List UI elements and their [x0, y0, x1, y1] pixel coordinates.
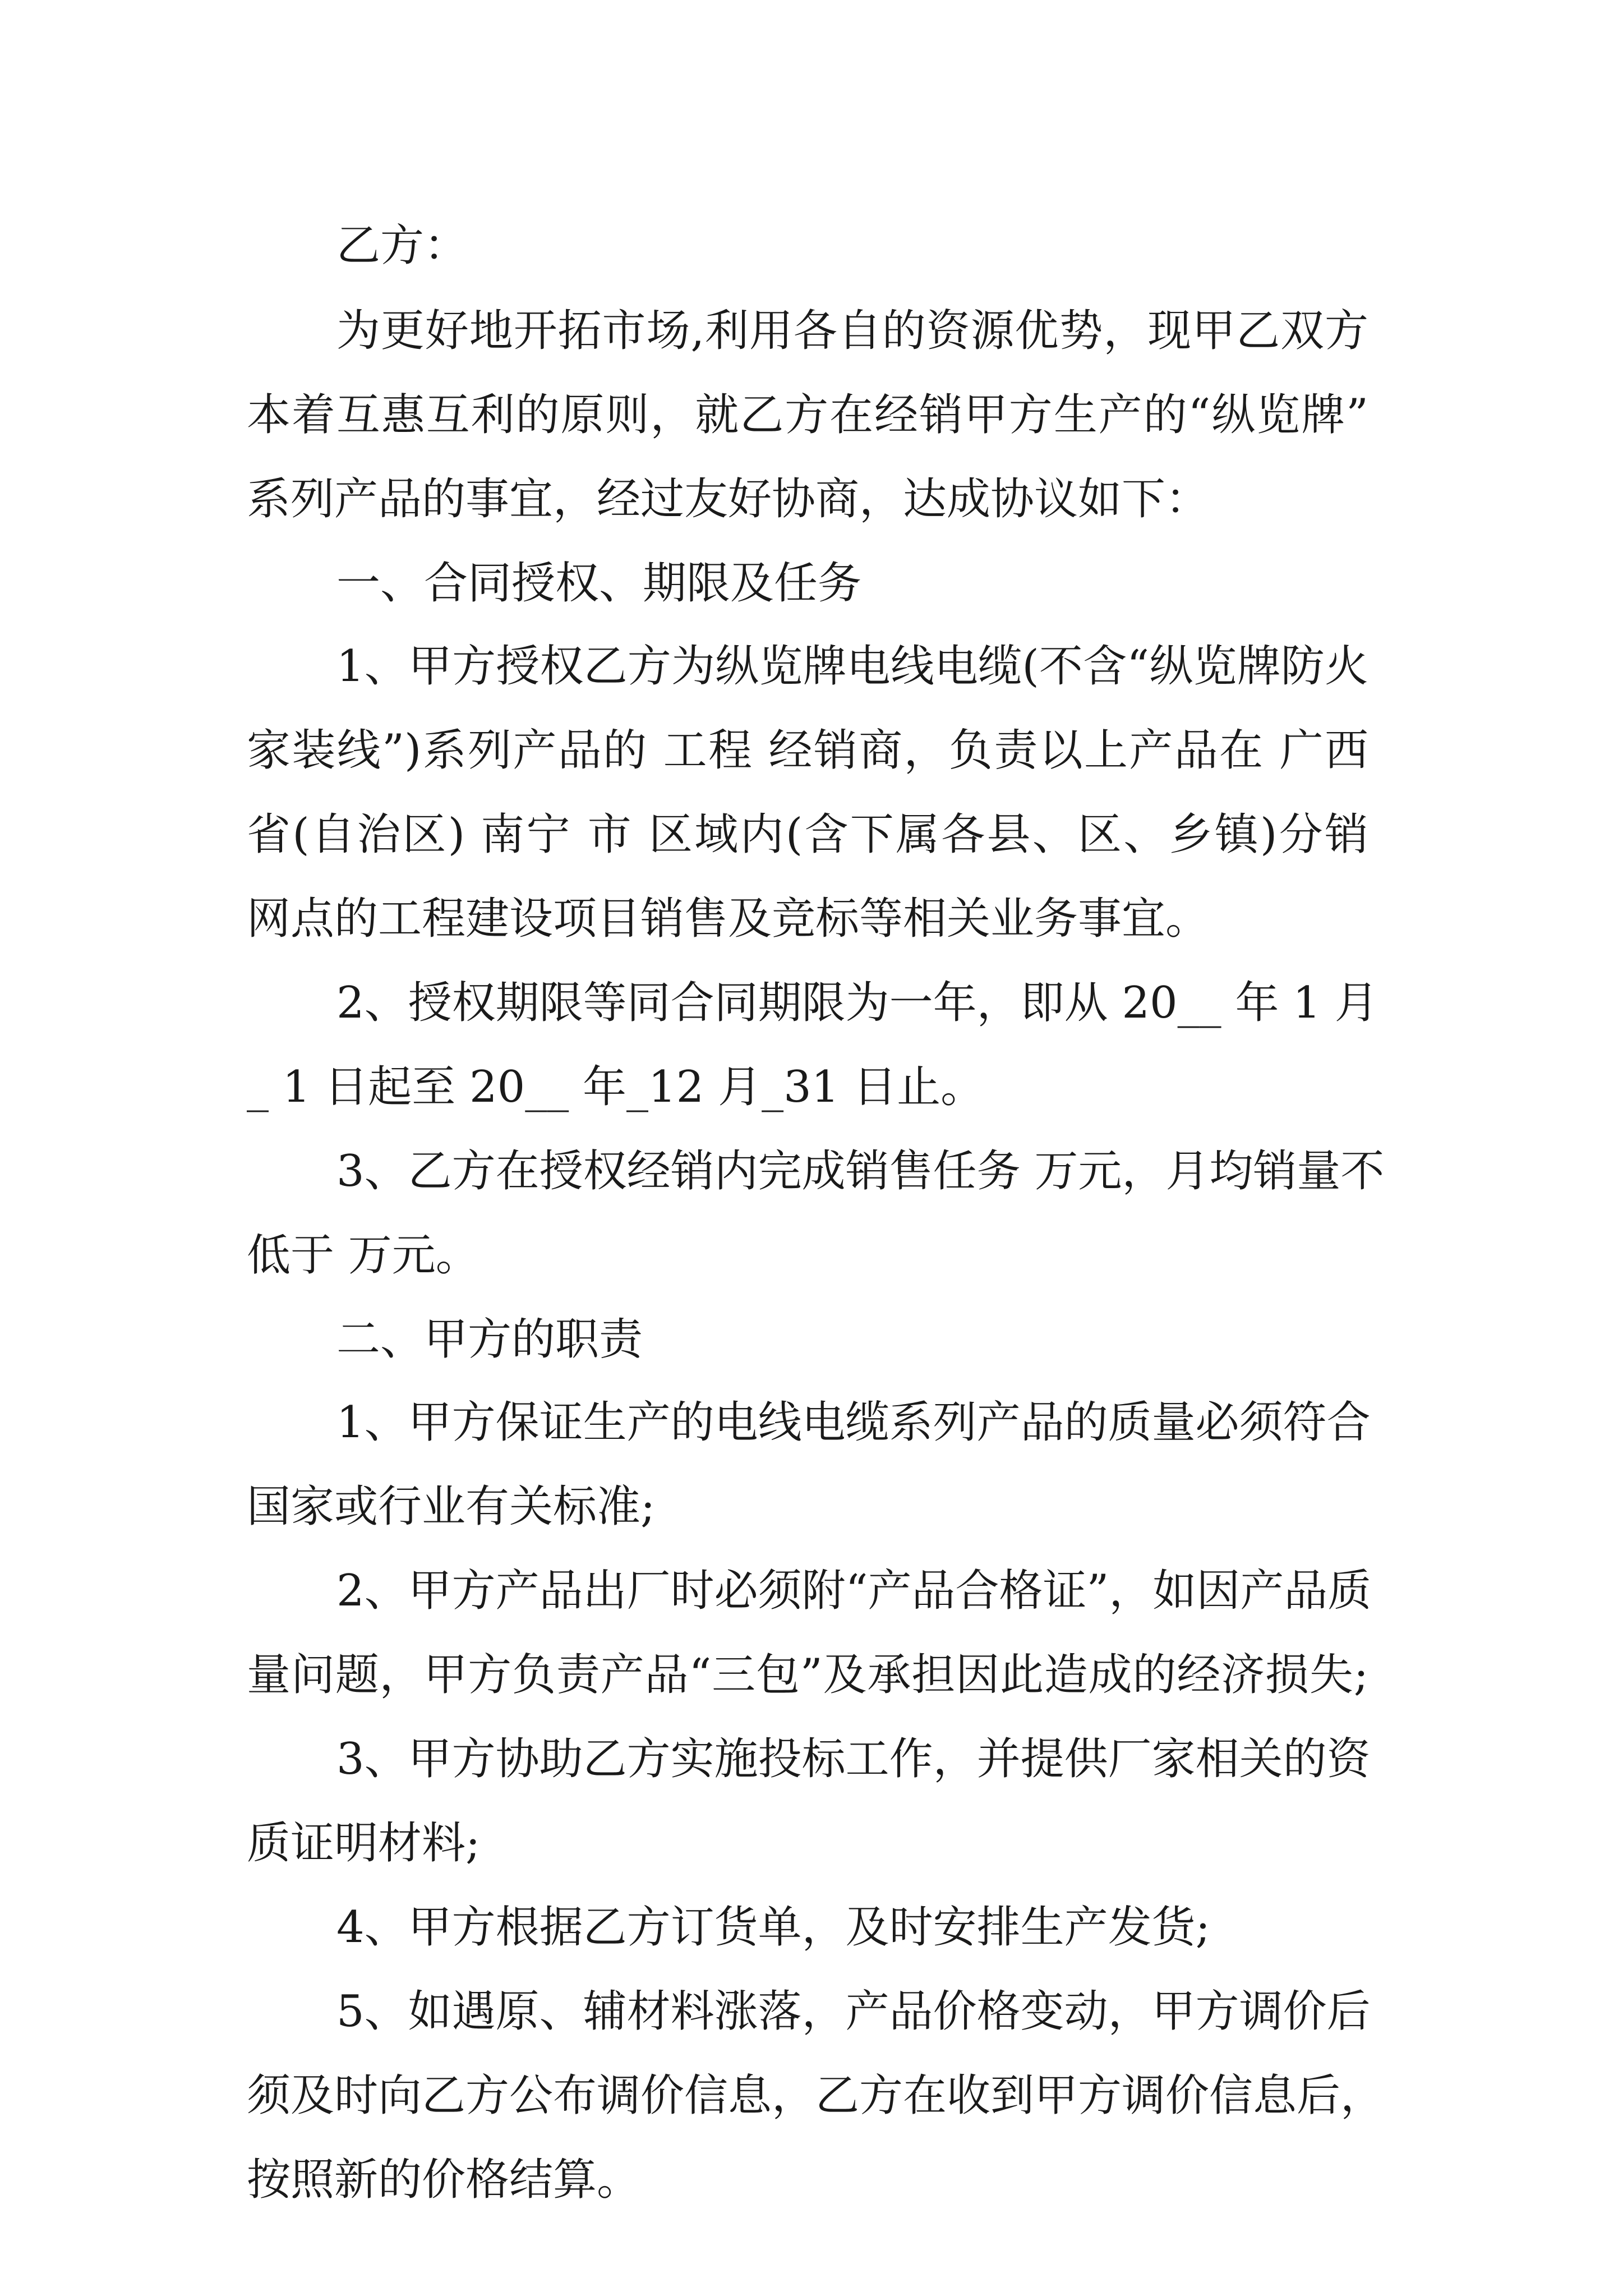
party-b-label: 乙方： — [336, 220, 468, 271]
clause-2-1-line-2: 国家或行业有关标准; — [247, 1481, 656, 1532]
clause-1-2-line-2: _ 1 日起至 20__ 年_12 月_31 日止。 — [247, 1062, 985, 1112]
clause-2-3-line-1: 3、甲方协助乙方实施投标工作，并提供厂家相关的资 — [336, 1734, 1371, 1784]
section-1-heading: 一、合同授权、期限及任务 — [336, 558, 862, 609]
clause-2-3-line-2: 质证明材料; — [247, 1818, 481, 1869]
clause-2-5-line-1: 5、如遇原、辅材料涨落，产品价格变动，甲方调价后 — [336, 1986, 1371, 2037]
clause-1-1-line-3: 省(自治区) 南宁 市 区域内(含下属各县、区、乡镇)分销 — [247, 809, 1368, 860]
intro-line-2: 本着互惠互利的原则，就乙方在经销甲方生产的“纵览牌” — [247, 390, 1368, 440]
clause-2-5-line-2: 须及时向乙方公布调价信息，乙方在收到甲方调价信息后， — [247, 2070, 1385, 2121]
clause-1-1-line-1: 1、甲方授权乙方为纵览牌电线电缆(不含“纵览牌防火 — [336, 641, 1368, 692]
section-2-heading: 二、甲方的职责 — [336, 1314, 643, 1365]
clause-1-3-line-2: 低于 万元。 — [247, 1230, 479, 1281]
clause-2-4-line-1: 4、甲方根据乙方订货单，及时安排生产发货; — [336, 1902, 1210, 1953]
clause-2-1-line-1: 1、甲方保证生产的电线电缆系列产品的质量必须符合 — [336, 1397, 1371, 1448]
clause-1-2-line-1: 2、授权期限等同合同期限为一年，即从 20__ 年 1 月 — [336, 978, 1378, 1028]
clause-2-2-line-1: 2、甲方产品出厂时必须附“产品合格证”，如因产品质 — [336, 1566, 1372, 1616]
clause-1-3-line-1: 3、乙方在授权经销内完成销售任务 万元，月均销量不 — [336, 1146, 1385, 1197]
intro-line-3: 系列产品的事宜，经过友好协商，达成协议如下： — [247, 474, 1210, 524]
clause-2-5-line-3: 按照新的价格结算。 — [247, 2155, 641, 2205]
clause-1-1-line-4: 网点的工程建设项目销售及竞标等相关业务事宜。 — [247, 894, 1210, 944]
clause-1-1-line-2: 家装线”)系列产品的 工程 经销商，负责以上产品在 广西 — [247, 725, 1368, 776]
clause-2-2-line-2: 量问题，甲方负责产品“三包”及承担因此造成的经济损失; — [247, 1650, 1368, 1700]
intro-line-1: 为更好地开拓市场,利用各自的资源优势，现甲乙双方 — [336, 306, 1368, 356]
